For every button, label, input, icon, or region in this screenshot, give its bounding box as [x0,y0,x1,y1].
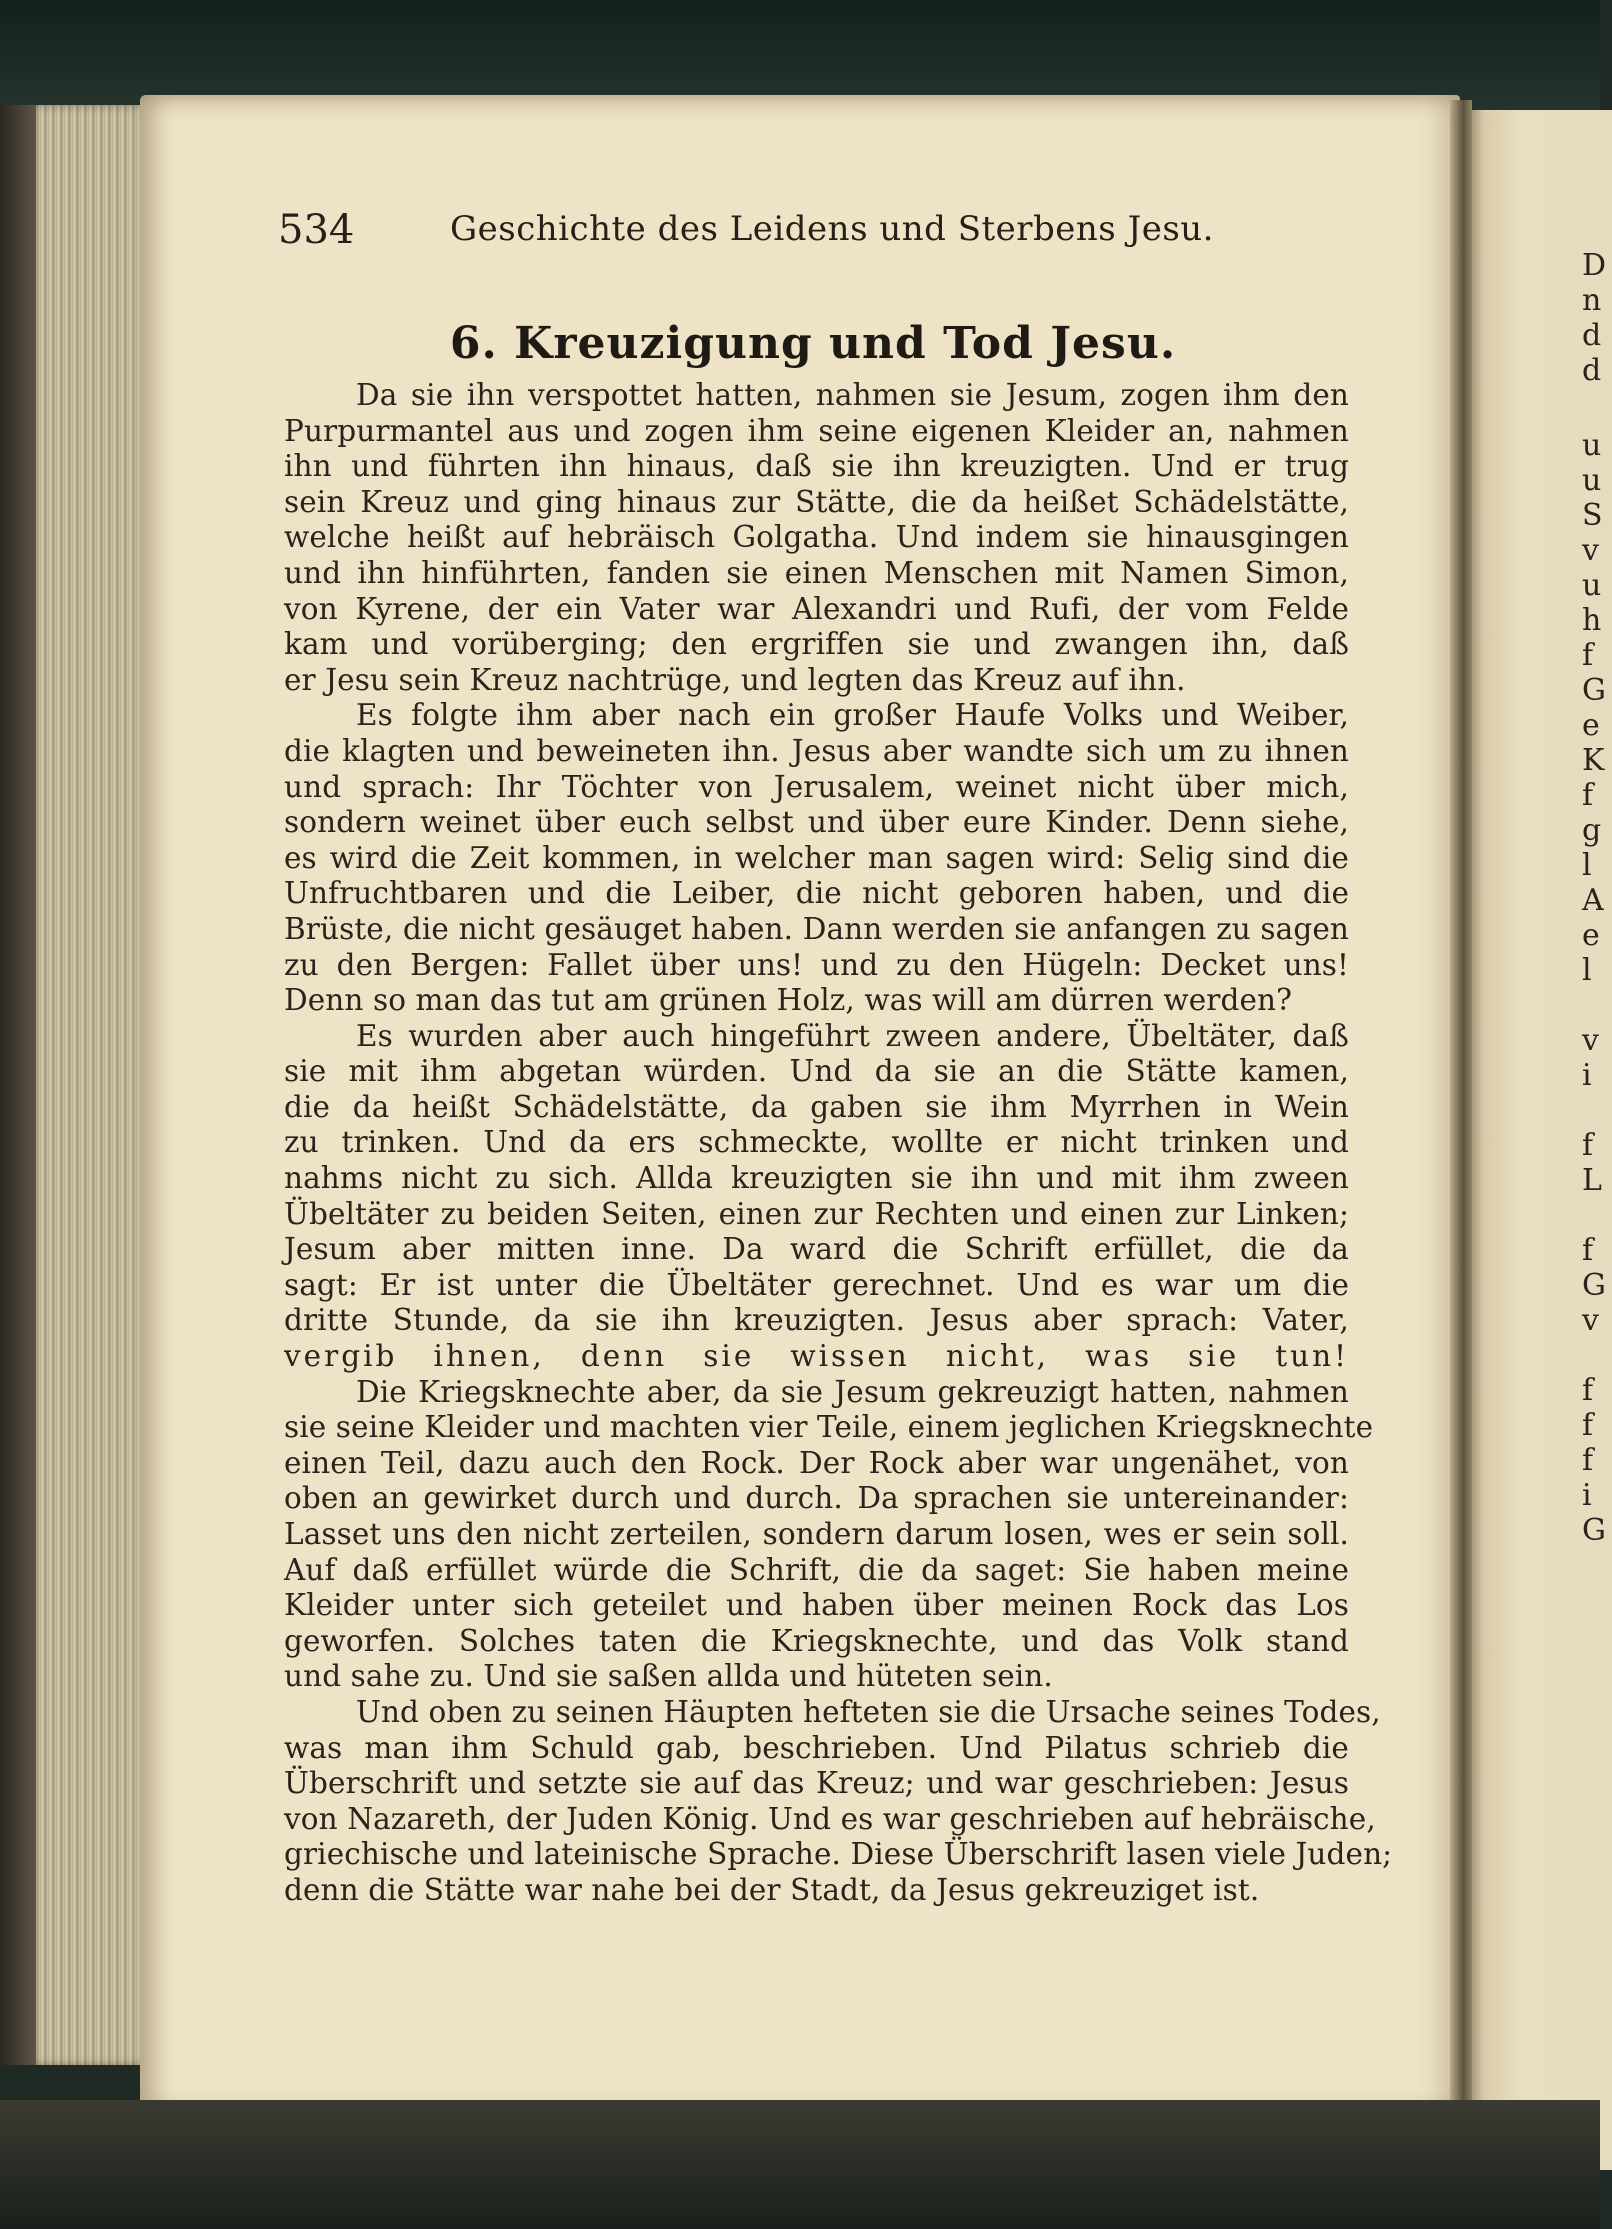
fragment: f [1582,1373,1594,1408]
text-line: sondern weinet über euch selbst und über eure Kinder. Denn siehe, [284,805,1349,840]
fragment: G [1582,673,1606,708]
text-line: geworfen. Solches taten die Kriegsknechte, und das Volk stand [284,1623,1349,1658]
text-line: Brüste, die nicht gesäuget haben. Dann werden sie anfangen zu sagen [284,911,1349,946]
text-line: zu den Bergen: Fallet über uns! und zu den Hügeln: Decket uns! [284,947,1349,982]
scan-background-top [0,0,1600,110]
text-line: Purpurmantel aus und zogen ihm seine eigenen Kleider an, nahmen [284,413,1349,448]
page-header [278,207,1358,267]
text-line: Kleider unter sich geteilet und haben über meinen Rock das Los [284,1588,1349,1623]
fragment: G [1582,1268,1606,1303]
fragment: l [1582,953,1592,988]
fragment: v [1582,533,1599,568]
fragment: f [1582,778,1594,813]
fragment: g [1582,813,1602,848]
text-line: sie mit ihm abgetan würden. Und da sie an die Stätte kamen, [284,1054,1349,1089]
text-line: Es folgte ihm aber nach ein großer Haufe Volks und Weiber, [356,698,1349,733]
fragment: d [1582,353,1602,388]
fragment: i [1582,1478,1592,1513]
fragment: f [1582,1233,1594,1268]
text-line: Da sie ihn verspottet hatten, nahmen sie Jesum, zogen ihm den [356,378,1349,412]
text-line: was man ihm Schuld gab, beschrieben. Und Pilatus schrieb die [284,1730,1349,1765]
fragment: v [1582,1303,1599,1338]
text-line: die da heißt Schädelstätte, da gaben sie ihm Myrrhen in Wein [284,1089,1349,1124]
text-line: Die Kriegsknechte aber, da sie Jesum gekreuzigt hatten, nahmen [356,1374,1349,1409]
fragment: f [1582,638,1594,673]
text-line: Jesum aber mitten inne. Da ward die Schrift erfüllet, die da [284,1232,1349,1267]
text-line: nahms nicht zu sich. Allda kreuzigten sie ihn und mit ihm zween [284,1161,1349,1196]
text-line: kam und vorüberging; den ergriffen sie und zwangen ihn, daß [284,627,1349,662]
page-number: 534 [278,207,355,253]
fragment: u [1582,463,1602,498]
text-line: Es wurden aber auch hingeführt zween andere, Übeltäter, daß [356,1018,1349,1053]
fragment: K [1582,743,1605,778]
fragment: e [1582,708,1600,743]
fragment: d [1582,318,1602,353]
fragment: u [1582,568,1602,603]
text-line: dritte Stunde, da sie ihn kreuzigten. Jesus aber sprach: Vater, [284,1303,1349,1338]
fragment: n [1582,283,1602,318]
text-line: Unfruchtbaren und die Leiber, die nicht geboren haben, und die [284,876,1349,911]
text-line: sie seine Kleider und machten vier Teile, einem jeglichen Kriegsknechte [284,1410,1374,1445]
fragment: v [1582,1023,1599,1058]
text-line: er Jesu sein Kreuz nachtrüge, und legten das Kreuz auf ihn. [284,662,1186,697]
fragment: S [1582,498,1603,533]
text-line: welche heißt auf hebräisch Golgatha. Und indem sie hinausgingen [284,520,1349,555]
running-head: Geschichte des Leidens und Sterbens Jesu. [450,209,1214,249]
text-line: es wird die Zeit kommen, in welcher man sagen wird: Selig sind die [284,840,1349,875]
text-line: Überschrift und setzte sie auf das Kreuz; und war geschrieben: Jesus [284,1766,1349,1801]
section-title: 6. Kreuzigung und Tod Jesu. [449,318,1177,369]
text-line: vergib ihnen, denn sie wissen nicht, was sie tun! [284,1339,1349,1374]
text-line: und sprach: Ihr Töchter von Jerusalem, weinet nicht über mich, [284,769,1349,804]
text-line: denn die Stätte war nahe bei der Stadt, da Jesus gekreuziget ist. [284,1872,1260,1907]
fragment: D [1582,248,1607,283]
text-line: sein Kreuz und ging hinaus zur Stätte, die da heißet Schädelstätte, [284,484,1349,519]
fragment: e [1582,918,1600,953]
fragment: f [1582,1408,1594,1443]
fragment: l [1582,848,1592,883]
text-line: Und oben zu seinen Häupten hefteten sie die Ursache seines Todes, [356,1694,1381,1729]
text-line: von Kyrene, der ein Vater war Alexandri und Rufi, der vom Felde [284,591,1349,626]
fragment: i [1582,1058,1592,1093]
text-line: Denn so man das tut am grünen Holz, was will am dürren werden? [284,983,1293,1018]
text-line: oben an gewirket durch und durch. Da sprachen sie untereinander: [284,1481,1349,1516]
text-line: die klagten und beweineten ihn. Jesus aber wandte sich um zu ihnen [284,733,1349,768]
body-text [284,378,1393,1909]
text-line: griechische und lateinische Sprache. Diese Überschrift lasen viele Juden; [284,1837,1393,1872]
fragment: h [1582,603,1602,638]
fragment: u [1582,428,1602,463]
book-cover-edge [0,105,36,2065]
book-gutter [1450,100,1472,2150]
text-line: zu trinken. Und da ers schmeckte, wollte er nicht trinken und [284,1125,1349,1160]
text-line: und sahe zu. Und sie saßen allda und hüteten sein. [284,1659,1053,1694]
fragment: A [1582,883,1604,918]
fragment: f [1582,1128,1594,1163]
text-line: einen Teil, dazu auch den Rock. Der Rock aber war ungenähet, von [284,1445,1349,1480]
fragment: f [1582,1443,1594,1478]
text-line: und ihn hinführten, fanden sie einen Menschen mit Namen Simon, [284,555,1349,590]
text-line: Übeltäter zu beiden Seiten, einen zur Rechten und einen zur Linken; [284,1196,1349,1231]
fragment: G [1582,1513,1606,1548]
fragment: L [1582,1163,1602,1198]
scan-background-bottom [0,2100,1600,2229]
text-line: ihn und führten ihn hinaus, daß sie ihn kreuzigten. Und er trug [284,449,1349,484]
text-line: sagt: Er ist unter die Übeltäter gerechnet. Und es war um die [284,1267,1349,1302]
text-line: von Nazareth, der Juden König. Und es war geschrieben auf hebräische, [284,1801,1376,1836]
text-line: Auf daß erfüllet würde die Schrift, die da saget: Sie haben meine [284,1552,1349,1587]
text-line: Lasset uns den nicht zerteilen, sondern darum losen, wes er sein soll. [284,1517,1349,1551]
